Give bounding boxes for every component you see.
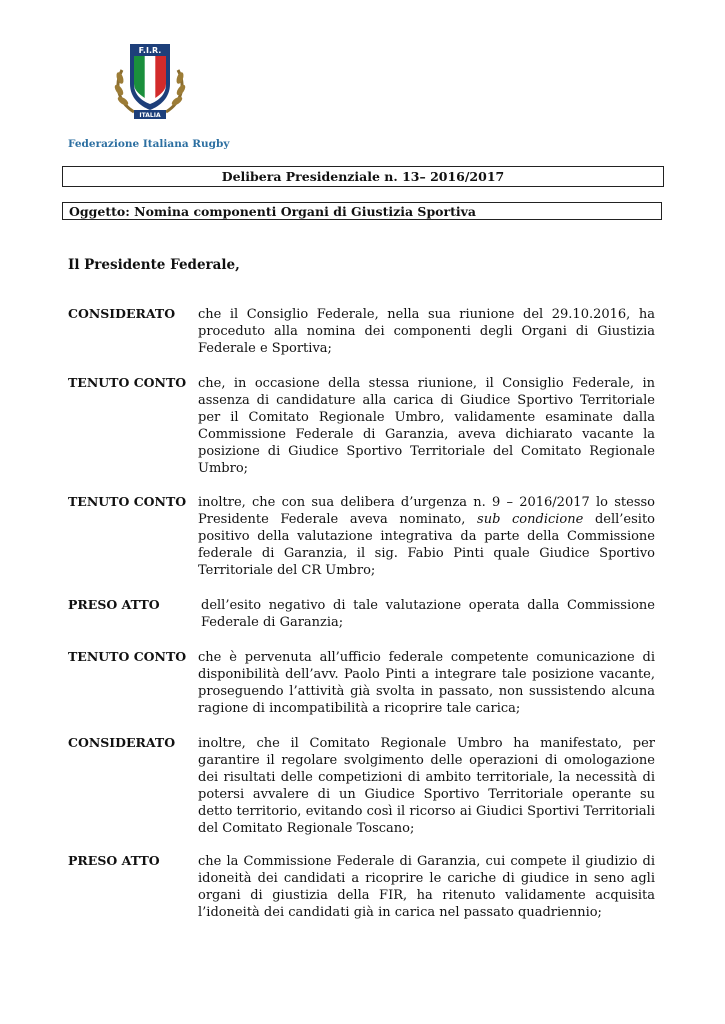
logo-banner: ITALIA <box>139 112 161 119</box>
clause-label: PRESO ATTO <box>68 853 160 868</box>
fir-logo <box>112 40 188 126</box>
clause-label: CONSIDERATO <box>68 306 176 321</box>
organization-name: Federazione Italiana Rugby <box>68 138 230 150</box>
clause-label: TENUTO CONTO <box>68 494 187 509</box>
clause-text-part: inoltre, che con sua delibera d’urgenza n. 9 – 2016/2017 lo stesso Presidente Federale aveva nominato, <box>198 495 655 527</box>
clause-label: TENUTO CONTO <box>68 375 187 390</box>
clause-text <box>198 494 655 579</box>
clause-text-italic: sub condicione <box>477 512 584 527</box>
clause-text: che il Consiglio Federale, nella sua riunione del 29.10.2016, ha proceduto alla nomina dei componenti degli Organi di Giustizia Federale e Sportiva; <box>198 307 655 356</box>
clause-text: che la Commissione Federale di Garanzia, cui compete il giudizio di idoneità dei candidati a ricoprire le cariche di giudice in seno agli organi di giustizia della FIR, ha ritenuto validamente acquisita l’idoneità dei candidati già in carica nel passato quadriennio; <box>198 854 655 920</box>
clause-text: inoltre, che il Comitato Regionale Umbro ha manifestato, per garantire il regolare svolgimento delle operazioni di omologazione dei risultati delle competizioni di ambito territoriale, la necessità di potersi avvalere di un Giudice Sportivo Territoriale operante su detto territorio, evitando così il ricorso ai Giudici Sportivi Territoriali del Comitato Regionale Toscano; <box>198 736 655 836</box>
document-title: Delibera Presidenziale n. 13– 2016/2017 <box>62 166 664 187</box>
clause-label: CONSIDERATO <box>68 735 176 750</box>
clause-text: che è pervenuta all’ufficio federale competente comunicazione di disponibilità dell’avv. Paolo Pinti a integrare tale posizione vacante, proseguendo l’attività già svolta in passato, non sussistendo alcuna ragione di incompatibilità a ricoprire tale carica; <box>198 650 655 716</box>
logo-text: F.I.R. <box>138 46 162 55</box>
clause-label: TENUTO CONTO <box>68 649 187 664</box>
clause-label: PRESO ATTO <box>68 597 160 612</box>
clause-text: che, in occasione della stessa riunione, il Consiglio Federale, in assenza di candidature alla carica di Giudice Sportivo Territoriale per il Comitato Regionale Umbro, validamente esaminate dalla Commissione Federale di Garanzia, aveva dichiarato vacante la posizione di Giudice Sportivo Territoriale del Comitato Regionale Umbro; <box>198 376 655 476</box>
clause-text: dell’esito negativo di tale valutazione operata dalla Commissione Federale di Garanzia; <box>201 598 655 630</box>
document-subject: Oggetto: Nomina componenti Organi di Giustizia Sportiva <box>62 202 662 220</box>
intro-line: Il Presidente Federale, <box>68 257 240 273</box>
clause-text-part: dell’esito positivo della valutazione integrativa da parte della Commissione federale di Garanzia, il sig. Fabio Pinti quale Giudice Sportivo Territoriale del CR Umbro; <box>198 512 655 578</box>
